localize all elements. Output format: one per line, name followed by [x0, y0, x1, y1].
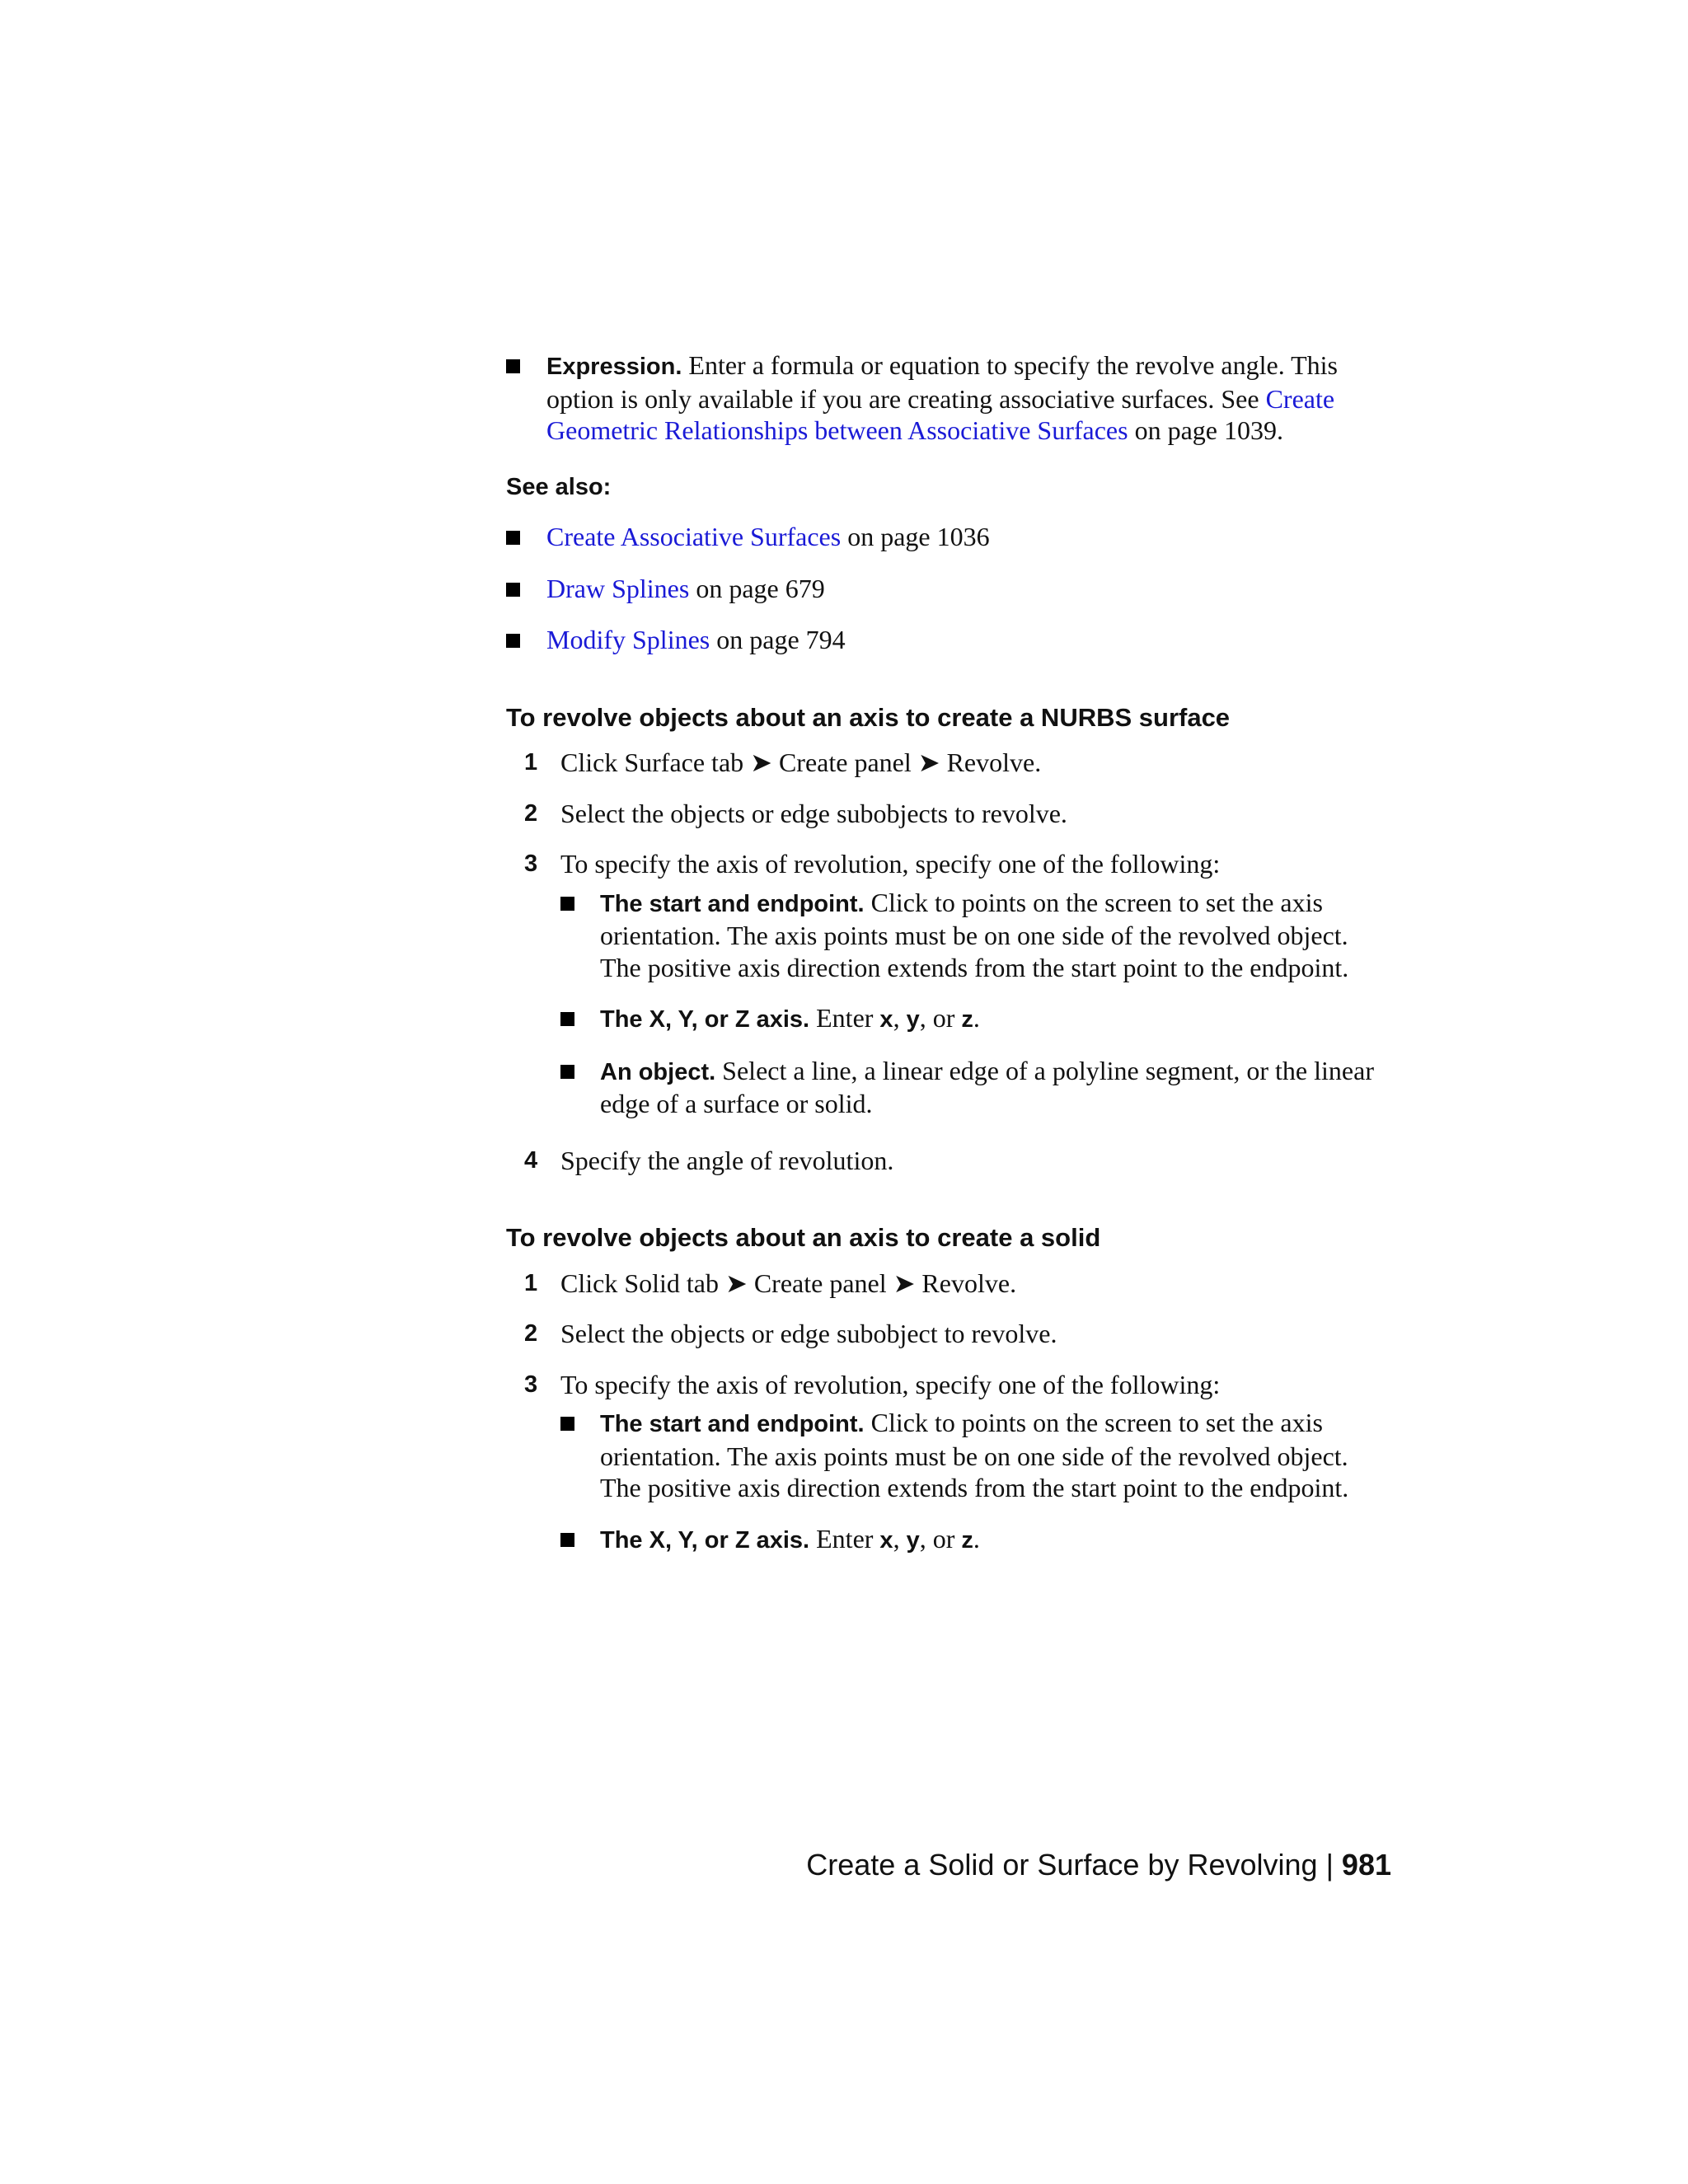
- option-term: The X, Y, or Z axis.: [600, 1526, 810, 1554]
- expression-term: Expression.: [546, 354, 682, 380]
- bullet-square-icon: [560, 1417, 574, 1431]
- page-content: [506, 349, 1391, 1556]
- step-number: 2: [524, 1320, 538, 1347]
- expression-bullet: [506, 349, 1391, 447]
- option-term: The X, Y, or Z axis.: [600, 1006, 810, 1033]
- option-text: Select a line, a linear edge of a polyline segment, or the linear edge of a surface or solid.: [600, 1055, 1374, 1118]
- expression-text: Enter a formula or equation to specify the revolve angle. This option is only available if you are creating associative surfaces. See: [546, 350, 1338, 414]
- see-also-item: [506, 624, 1391, 656]
- step-text: Specify the angle of revolution.: [560, 1145, 894, 1175]
- separator: , or: [919, 1523, 962, 1554]
- see-also-item: [506, 573, 1391, 605]
- step-number: 3: [524, 1371, 538, 1398]
- bullet-square-icon: [560, 1065, 574, 1079]
- separator: ,: [893, 1003, 907, 1033]
- option-term: An object.: [600, 1058, 716, 1085]
- axis-y: y: [906, 1006, 920, 1033]
- procedure-step: [506, 848, 1391, 1120]
- see-also-suffix: on page 679: [689, 573, 825, 603]
- bullet-square-icon: [506, 583, 520, 597]
- separator: , or: [919, 1003, 962, 1033]
- step-number: 3: [524, 851, 538, 877]
- link-create-geometric-relationships[interactable]: Create Geometric Relationships between Associative Surfaces: [546, 383, 1335, 445]
- link-create-associative-surfaces[interactable]: Create Associative Surfaces: [546, 522, 842, 551]
- bullet-square-icon: [506, 531, 520, 545]
- axis-x: x: [879, 1526, 893, 1554]
- link-modify-splines[interactable]: Modify Splines: [546, 625, 710, 654]
- option-text: Click to points on the screen to set the axis orientation. The axis points must be on one side of the revolved object. The positive axis direction extends from the start point to the endpoint.: [600, 887, 1349, 982]
- bullet-square-icon: [560, 1533, 574, 1547]
- link-draw-splines[interactable]: Draw Splines: [546, 573, 690, 603]
- axis-z: z: [961, 1526, 973, 1554]
- axis-option: [560, 887, 1391, 984]
- step-number: 1: [524, 749, 538, 776]
- procedure-step: [506, 1145, 1391, 1177]
- option-text: Click to points on the screen to set the axis orientation. The axis points must be on one side of the revolved object. The positive axis direction extends from the start point to the endpoint.: [600, 1408, 1349, 1502]
- nurbs-procedure-heading: To revolve objects about an axis to create a NURBS surface: [506, 702, 1231, 732]
- bullet-square-icon: [506, 634, 520, 648]
- footer-title: Create a Solid or Surface by Revolving: [806, 1848, 1318, 1882]
- axis-option: [560, 1055, 1391, 1120]
- see-also-suffix: on page 794: [710, 625, 846, 654]
- see-also-heading: See also:: [506, 473, 612, 500]
- see-also-item: [506, 521, 1391, 553]
- step-number: 4: [524, 1146, 538, 1174]
- step-number: 2: [524, 799, 538, 827]
- step-text: To specify the axis of revolution, specify one of the following:: [560, 1369, 1221, 1399]
- option-text: Enter: [809, 1523, 880, 1554]
- page-number: 981: [1341, 1848, 1391, 1882]
- axis-option: [560, 1523, 1391, 1557]
- option-term: The start and endpoint.: [600, 1411, 865, 1437]
- bullet-square-icon: [560, 897, 574, 911]
- step-text: Select the objects or edge subobject to revolve.: [560, 1319, 1057, 1348]
- see-also-suffix: on page 1036: [841, 522, 990, 551]
- procedure-step: [506, 1268, 1391, 1300]
- axis-z: z: [961, 1006, 973, 1033]
- separator: ,: [893, 1523, 907, 1554]
- expression-suffix: on page 1039.: [1128, 415, 1283, 445]
- period: .: [973, 1523, 980, 1554]
- procedure-step: [506, 1369, 1391, 1557]
- step-text: Click Surface tab ➤ Create panel ➤ Revolve.: [560, 748, 1042, 777]
- period: .: [973, 1003, 980, 1033]
- axis-option: [560, 1407, 1391, 1504]
- step-text: Select the objects or edge subobjects to revolve.: [560, 798, 1067, 828]
- procedure-step: [506, 747, 1391, 779]
- step-text: To specify the axis of revolution, specify one of the following:: [560, 849, 1221, 879]
- bullet-square-icon: [506, 359, 520, 373]
- page-footer: [742, 1848, 1391, 1882]
- step-text: Click Solid tab ➤ Create panel ➤ Revolve.: [560, 1268, 1017, 1298]
- axis-x: x: [879, 1006, 893, 1033]
- procedure-step: [506, 1318, 1391, 1350]
- procedure-step: [506, 798, 1391, 830]
- step-number: 1: [524, 1269, 538, 1296]
- option-text: Enter: [809, 1003, 880, 1033]
- footer-separator: |: [1317, 1848, 1342, 1882]
- axis-option: [560, 1002, 1391, 1036]
- option-term: The start and endpoint.: [600, 890, 865, 917]
- bullet-square-icon: [560, 1012, 574, 1026]
- axis-y: y: [906, 1526, 920, 1554]
- solid-procedure-heading: To revolve objects about an axis to create a solid: [506, 1223, 1101, 1252]
